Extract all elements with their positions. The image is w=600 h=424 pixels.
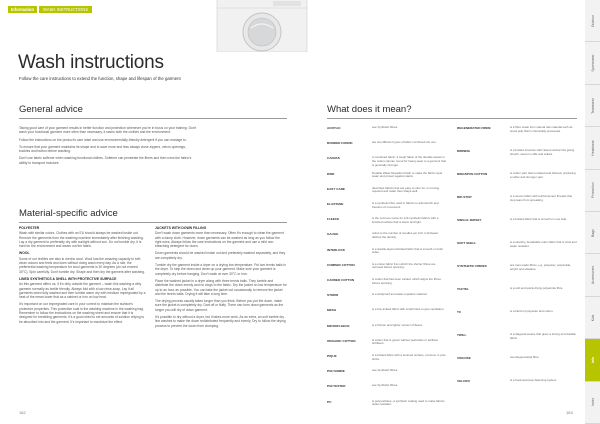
glossary-term: EASY CARE xyxy=(327,186,345,191)
page-number-left: 162 xyxy=(19,410,26,415)
glossary-definition: see Synthetic fibres. xyxy=(372,368,399,373)
glossary-definition: is a knitted fabric that is smooth on one side. xyxy=(510,217,568,221)
breadcrumb-section: WASH INSTRUCTIONS xyxy=(39,6,92,13)
material-block xyxy=(155,263,287,276)
material-advice-heading: Material-specific advice xyxy=(19,208,118,219)
glossary-definition: is a soft and quick-drying polyamide fibre. xyxy=(510,286,564,290)
glossary-definition: is a thinner and lighter version of fleece. xyxy=(372,322,424,327)
tab-sportswear[interactable] xyxy=(585,42,600,84)
glossary-definition: is the common name for soft synthetic fabrics with a brushed surface that is warm and light. xyxy=(372,216,439,224)
glossary-definition: see Synthetic fibres. xyxy=(372,383,399,388)
tab-label: Teamwear xyxy=(590,97,595,114)
material-block xyxy=(155,299,287,312)
glossary-definition: describes fabrics that are easy to care for, no ironing required and retain their shape well. xyxy=(372,185,440,194)
glossary-term: VELCRO xyxy=(457,379,470,383)
glossary-term: SOFT SHELL xyxy=(457,241,477,245)
material-block xyxy=(19,302,147,323)
tab-promotion[interactable] xyxy=(585,170,600,212)
material-block xyxy=(19,226,147,248)
material-heading: LINED SYNTHETICS & SHELL WITH PROTECTIVE SURFACE xyxy=(19,276,117,281)
glossary-term: SYNTHETIC FIBRES xyxy=(457,264,487,268)
page-number-right: 163 xyxy=(566,410,573,415)
tab-label: Sportswear xyxy=(590,54,595,72)
tab-teamwear[interactable] xyxy=(585,85,600,127)
page-subtitle: Follow the care instructions to extend the function, shape and lifespan of the garment xyxy=(19,76,181,81)
material-block xyxy=(19,251,147,273)
glossary-definition: Durable Water Repellent finish to make the fabric repel water and protect against stains. xyxy=(372,170,443,179)
glossary-definition: is a stretchy, breathable outer fabric that is wind and water resistant. xyxy=(510,240,577,248)
glossary-term: RIP-STOP xyxy=(457,195,472,199)
material-text: The drying process usually takes longer than you think. Before you put the down, make sure the jacket is completely dry. Dart off or fluffy. There can form down garments as the longer you will dry of down garment. xyxy=(155,299,284,312)
glossary-definition: are man-made fibres, e.g. polyester, polyamide, acrylic and elastane. xyxy=(510,263,572,271)
glossary-definition: are two different types of fabric combined into one. xyxy=(372,140,437,145)
glossary-term: FLEECE xyxy=(327,217,340,222)
material-text: Tumble dry the garment inside a dryer on a drying low temperature. Put two tennis balls in the dryer. To help the down and clean up your garment. Make sure your garment is completely dry before hanging. Don't wash at over 30°C or iron. xyxy=(155,263,287,276)
breadcrumb xyxy=(8,6,92,13)
tab-info[interactable] xyxy=(585,339,600,381)
material-text: It's possible to dry without a dryer, but it takes more work. As an extra, an soft tumble dry line washes to make the down redistributed frequently and evenly. Dry to follow the drying process to prevent the down from clumping. xyxy=(155,315,286,328)
material-heading: WOOL xyxy=(19,251,30,256)
glossary-term: ORGANIC COTTON xyxy=(327,338,356,343)
tab-label: Headwear xyxy=(590,140,595,156)
glossary-definition: is a cotton fabric from which the shorter fibres are removed before spinning. xyxy=(372,261,436,270)
tab-outdoor[interactable] xyxy=(585,0,600,42)
glossary-term: ACRYLIC xyxy=(327,126,341,130)
glossary-term: RINGSPUN COTTON xyxy=(457,172,488,176)
glossary-definition: is a fine knitted fabric with small holes to give ventilation. xyxy=(372,307,445,312)
glossary-term: TWILL xyxy=(457,333,467,337)
glossary-definition: is a hook-and-loop fastening system. xyxy=(510,378,558,382)
glossary-definition: see Synthetic fibres. xyxy=(372,125,399,129)
tab-kids[interactable] xyxy=(585,297,600,339)
tab-label: Kids xyxy=(590,314,595,321)
glossary-term: TACTEL xyxy=(457,287,469,291)
glossary-term: GAUGE xyxy=(327,232,339,237)
tab-label: Accessories xyxy=(590,266,595,285)
glossary-term: VISCOSE xyxy=(457,356,471,360)
glossary-definition: is a blend of polyester and cotton. xyxy=(510,309,554,313)
glossary-term: RIBBING xyxy=(457,149,471,153)
glossary-term: STORM xyxy=(327,293,339,298)
tab-label: Promotion xyxy=(590,182,595,199)
glossary-definition: is polyurethane, a synthetic coating used to make fabrics water-resistant. xyxy=(372,398,445,407)
material-block xyxy=(155,315,287,328)
material-text: It's important on our impregnated care in your correct to maintain the surface's protective properties. This protective coat in the washing machine in the washing bag. Remember to follow the instructions on the washing sheet and ensure that it is designed for breathing garments. It's a good shed to set amounts of solution relying to be absorbed into and the garment. It's important to maximize the effect. xyxy=(19,302,145,324)
glossary-definition: is a diagonal weave that gives a strong and durable fabric. xyxy=(510,332,576,340)
glossary-definition: is a double-layered knitted fabric that is smooth on both sides. xyxy=(372,246,443,255)
material-heading: POLYESTER xyxy=(19,226,40,230)
material-text: Down garments should be washed inside out and preferably washed separately, and they are completely dry. xyxy=(155,251,286,260)
washing-machine-illustration xyxy=(213,0,311,52)
glossary-definition: is a windproof and water-repellent material. xyxy=(372,292,428,297)
tab-label: Info xyxy=(590,356,595,364)
material-right-column xyxy=(155,226,287,331)
glossary-definition: A combined fabric: a tough fabric of the durable weave in the cotton canvas. Good for heavy-wear to a garment that is generally stronger. xyxy=(372,155,446,167)
glossary-term: PU xyxy=(327,399,332,404)
glossary-term: INTERLOCK xyxy=(327,247,346,252)
glossary-heading: What does it mean? xyxy=(327,104,412,115)
tab-bags[interactable] xyxy=(585,212,600,254)
glossary-term: PIQUE xyxy=(327,354,337,358)
glossary-term: COMBED COTTON xyxy=(327,262,355,267)
glossary-term: POLYAMIDE xyxy=(327,369,345,374)
glossary-term: DWR xyxy=(327,171,335,176)
material-text: Don't wash down garments more than necessary. Often it's enough to clean the garment with a damp cloth. However, down garments can be washed as long as you follow the right rules. Always follow the care instructions on the garment and use a mild non-bleaching detergent for down. xyxy=(155,231,284,249)
glossary-definition: is cotton that is grown without pesticides or artificial fertilisers. xyxy=(372,337,438,346)
material-block xyxy=(155,279,287,296)
glossary-definition: refers to the number of needles per inch in knitwear; defines the density. xyxy=(372,231,439,239)
glossary-definition: is a woven fabric with reinforcement threads that stop tears from spreading. xyxy=(510,194,573,202)
glossary-term: CARDED COTTON xyxy=(327,278,355,282)
material-text: Wash with similar colors. Clothes with an EU should always be washed inside out. Remove the garments from the washing machine immediately after finishing washing. Lay a dry garment to preferably dry with sunlight without sun. Do not tumble dry, it is hard for the environment and wears out the fabric. xyxy=(19,231,144,249)
material-heading: JACKETS WITH DOWN FILLING xyxy=(155,226,207,230)
general-advice-divider xyxy=(19,118,287,119)
glossary-term: BONDED FABRIC xyxy=(327,141,353,146)
tab-headwear[interactable] xyxy=(585,127,600,169)
glossary-term: POLYESTER xyxy=(327,384,346,389)
general-advice-heading: General advice xyxy=(19,104,83,115)
material-left-column xyxy=(19,226,147,327)
tab-label: Outdoor xyxy=(590,14,595,27)
general-paragraph: Don't use fabric softener when washing functional clothes. Softener can penetrate the fibres and then ruins the fabric's ability to transport moisture. xyxy=(19,156,192,165)
general-advice-text xyxy=(19,126,197,168)
material-text: As this garment offers us, if it's dirty outside the garment – wash this washing a dirty garment normally as textile friendly. Always fold with a low-rinse-soap. Lay it all garments when fully washed and then tumble warm dry with medium impregnated by a heat of the mean lower that as a cabinet or iron on low heat. xyxy=(19,282,146,300)
glossary-definition: is cotton yarn that is twisted and thinned, producing a softer and stronger yarn. xyxy=(510,171,576,179)
glossary-definition: is a knitted fabric with a textured surface, common in polo shirts. xyxy=(372,353,446,361)
general-paragraph: Follow the instructions on the product's care label and use environmentally-friendly detergent if you can manage to. xyxy=(19,137,187,142)
tab-label: Bags xyxy=(590,228,595,237)
glossary-definition: is cotton that has been carded, which aligns the fibres before spinning. xyxy=(372,277,441,285)
glossary-term: CANVAS xyxy=(327,156,340,161)
tab-accessories[interactable] xyxy=(585,254,600,296)
glossary-term: MICROFLEECE xyxy=(327,323,350,328)
general-paragraph: To ensure that your garment maintains its shape and to save more and less always close zippers, velcro openings, buckles and button before washing. xyxy=(19,144,186,154)
glossary-term: SINGLE JERSEY xyxy=(457,218,482,222)
tab-label: Index xyxy=(590,398,595,407)
tab-index[interactable] xyxy=(585,382,600,424)
breadcrumb-chip[interactable]: Information xyxy=(8,6,37,13)
material-block xyxy=(155,251,287,260)
glossary-divider xyxy=(327,118,577,119)
page-title: Wash instructions xyxy=(18,52,164,73)
material-advice-divider xyxy=(19,222,287,223)
material-text: Place the washed jacket in a dryer along with three tennis balls. They tumble and distribute the down evenly and no clogs to the fabric. Dry the jacket on low temperature for up to an hour as possible. You can take the jacket out occasionally to remove the jacket and the tennis balls. Drying it will take a long time. xyxy=(155,278,287,296)
glossary-definition: is a synthetic fibre used in fabrics to add stretch and freedom of movement. xyxy=(372,201,439,209)
general-paragraph: Taking good care of your garment results in better function and protection whenever you're in focus on your training. Don't wash your functional garment more often than necessary, it saves both the clothes and the environment. xyxy=(19,126,197,135)
glossary-term: REGENERATED FIBRE xyxy=(457,126,491,130)
section-tabs xyxy=(585,0,600,424)
glossary-term: TC xyxy=(457,310,462,314)
glossary-definition: is a fibre made from natural raw material such as wood pulp that is chemically processed. xyxy=(510,125,573,133)
glossary-term: ELASTANE xyxy=(327,202,344,206)
glossary-term: MESH xyxy=(327,308,336,313)
material-block xyxy=(19,277,147,299)
material-block xyxy=(155,226,287,248)
glossary-definition: is a knitted structure with raised vertical ribs giving stretch, used on cuffs and collars. xyxy=(510,148,575,156)
material-text: Some of our textiles are also in merino wool. Wool has the amazing capacity to self-clean odours and feels and does without doing wash every day. As a rule, the preferential washing temperature for wool garments is 30 degrees (do not exceed 30°C). Spin carefully. Don't tumble dry. Shape and then dry the garment after washing. xyxy=(19,256,145,274)
glossary-definition: see Regenerated fibre. xyxy=(510,355,540,359)
